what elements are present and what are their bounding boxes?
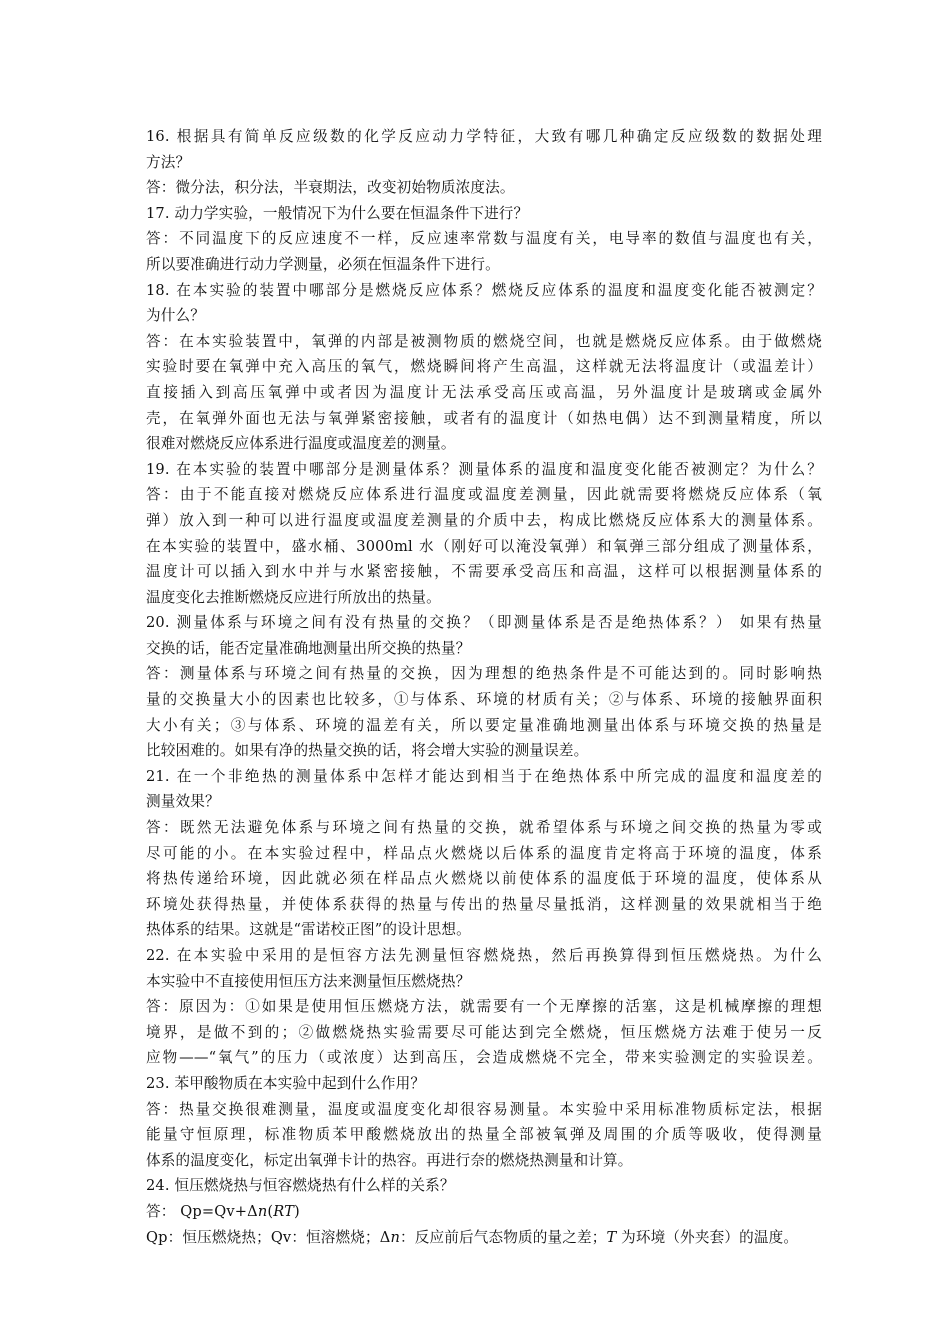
text-line: 18. 在本实验的装置中哪部分是燃烧反应体系？燃烧反应体系的温度和温度变化能否被测定？ (146, 281, 822, 299)
text-line: 答：在本实验装置中，氧弹的内部是被测物质的燃烧空间，也就是燃烧反应体系。由于做燃烧 (146, 332, 822, 350)
definitions-part3: 为环境（外夹套）的温度。 (616, 1228, 799, 1246)
text-line: 环境处获得热量，并使体系获得的热量与传出的热量尽量抵消，这样测量的效果就相当于绝 (146, 895, 822, 913)
text-line: 21. 在一个非绝热的测量体系中怎样才能达到相当于在绝热体系中所完成的温度和温度差的 (146, 767, 822, 785)
text-line: 20. 测量体系与环境之间有没有热量的交换？（即测量体系是否是绝热体系？） 如果有热量 (146, 614, 822, 632)
text-line: 在本实验的装置中，盛水桶、3000ml 水（刚好可以淹没氧弹）和氧弹三部分组成了测量体系， (146, 537, 822, 555)
definitions-part1: Qp：恒压燃烧热；Qv：恒溶燃烧；Δ (146, 1228, 391, 1246)
text-line: 很难对燃烧反应体系进行温度或温度差的测量。 (146, 435, 456, 453)
formula-open-paren: ( (267, 1202, 274, 1220)
text-line: 境界，是做不到的；②做燃烧热实验需要尽可能达到完全燃烧，恒压燃烧方法难于使另一反 (146, 1023, 822, 1041)
text-line: 答：既然无法避免体系与环境之间有热量的交换，就希望体系与环境之间交换的热量为零或 (146, 819, 822, 837)
formula-prefix: 答： Qp=Qv+Δ (146, 1202, 258, 1220)
definitions-n: n (390, 1228, 401, 1246)
text-line: 将热传递给环境，因此就必须在样品点火燃烧以前使体系的温度低于环境的温度，使体系从 (146, 870, 822, 888)
text-line: 答：不同温度下的反应速度不一样，反应速率常数与温度有关，电导率的数值与温度也有关， (146, 230, 822, 248)
definitions-part2: ：反应前后气态物质的量之差； (400, 1228, 607, 1246)
qa-text-block (146, 124, 822, 1199)
text-line: 量的交换量大小的因素也比较多，①与体系、环境的材质有关；②与体系、环境的接触界面积 (146, 691, 822, 709)
text-line: 本实验中不直接使用恒压方法来测量恒压燃烧热？ (146, 972, 471, 990)
formula-line (146, 1199, 822, 1225)
text-line: 大小有关；③与体系、环境的温差有关，所以要定量准确地测量出体系与环境交换的热量是 (146, 716, 822, 734)
symbol-definitions-line (146, 1225, 822, 1251)
text-line: 答：由于不能直接对燃烧反应体系进行温度或温度差测量，因此就需要将燃烧反应体系（氧 (146, 486, 822, 504)
text-line: 23. 苯甲酸物质在本实验中起到什么作用？ (146, 1074, 426, 1092)
text-line: 实验时要在氧弹中充入高压的氧气，燃烧瞬间将产生高温，这样就无法将温度计（或温差计） (146, 358, 822, 376)
text-line: 应物——“氧气”的压力（或浓度）达到高压，会造成燃烧不完全，带来实验测定的实验误差。 (146, 1049, 822, 1067)
text-line: 体系的温度变化，标定出氧弹卡计的热容。再进行奈的燃烧热测量和计算。 (146, 1151, 633, 1169)
formula-close-paren: ) (294, 1202, 300, 1220)
text-line: 热体系的结果。这就是“雷诺校正图”的设计思想。 (146, 921, 471, 939)
formula-rt: RT (273, 1202, 295, 1220)
text-line: 方法？ (146, 153, 191, 171)
formula-n: n (257, 1202, 268, 1220)
text-line: 测量效果？ (146, 793, 220, 811)
text-line: 为什么？ (146, 307, 205, 325)
text-line: 温度计可以插入到水中并与水紧密接触，不需要承受高压和高温，这样可以根据测量体系的 (146, 563, 822, 581)
text-line: 温度变化去推断燃烧反应进行所放出的热量。 (146, 588, 441, 606)
text-line: 尽可能的小。在本实验过程中，样品点火燃烧以后体系的温度肯定将高于环境的温度，体系 (146, 844, 822, 862)
text-line: 弹）放入到一种可以进行温度或温度差测量的介质中去，构成比燃烧反应体系大的测量体系。 (146, 511, 822, 529)
text-line: 答：测量体系与环境之间有热量的交换，因为理想的绝热条件是不可能达到的。同时影响热 (146, 665, 822, 683)
text-line: 答：原因为：①如果是使用恒压燃烧方法，就需要有一个无摩擦的活塞，这是机械摩擦的理想 (146, 998, 822, 1016)
text-line: 比较困难的。如果有净的热量交换的话，将会增大实验的测量误差。 (146, 742, 589, 760)
text-line: 所以要准确进行动力学测量，必须在恒温条件下进行。 (146, 255, 500, 273)
text-line: 22. 在本实验中采用的是恒容方法先测量恒容燃烧热，然后再换算得到恒压燃烧热。为什么 (146, 947, 822, 964)
text-line: 19. 在本实验的装置中哪部分是测量体系？测量体系的温度和温度变化能否被测定？为什么？ (146, 460, 822, 478)
text-line: 能量守恒原理，标准物质苯甲酸燃烧放出的热量全部被氧弹及周围的介质等吸收，使得测量 (146, 1126, 822, 1144)
text-line: 答：热量交换很难测量，温度或温度变化却很容易测量。本实验中采用标准物质标定法，根据 (146, 1100, 822, 1118)
text-line: 16. 根据具有简单反应级数的化学反应动力学特征，大致有哪几种确定反应级数的数据处理 (146, 128, 822, 145)
text-line: 壳，在氧弹外面也无法与氧弹紧密接触，或者有的温度计（如热电偶）达不到测量精度，所以 (146, 409, 822, 427)
text-line: 直接插入到高压氧弹中或者因为温度计无法承受高压或高温，另外温度计是玻璃或金属外 (146, 383, 822, 401)
text-line: 24. 恒压燃烧热与恒容燃烧热有什么样的关系？ (146, 1177, 455, 1195)
text-line: 答：微分法，积分法，半衰期法，改变初始物质浓度法。 (146, 179, 515, 197)
text-line: 交换的话，能否定量准确地测量出所交换的热量？ (146, 639, 471, 657)
document-body (146, 124, 822, 1250)
definitions-t: T (606, 1228, 617, 1246)
text-line: 17. 动力学实验，一般情况下为什么要在恒温条件下进行？ (146, 204, 529, 222)
